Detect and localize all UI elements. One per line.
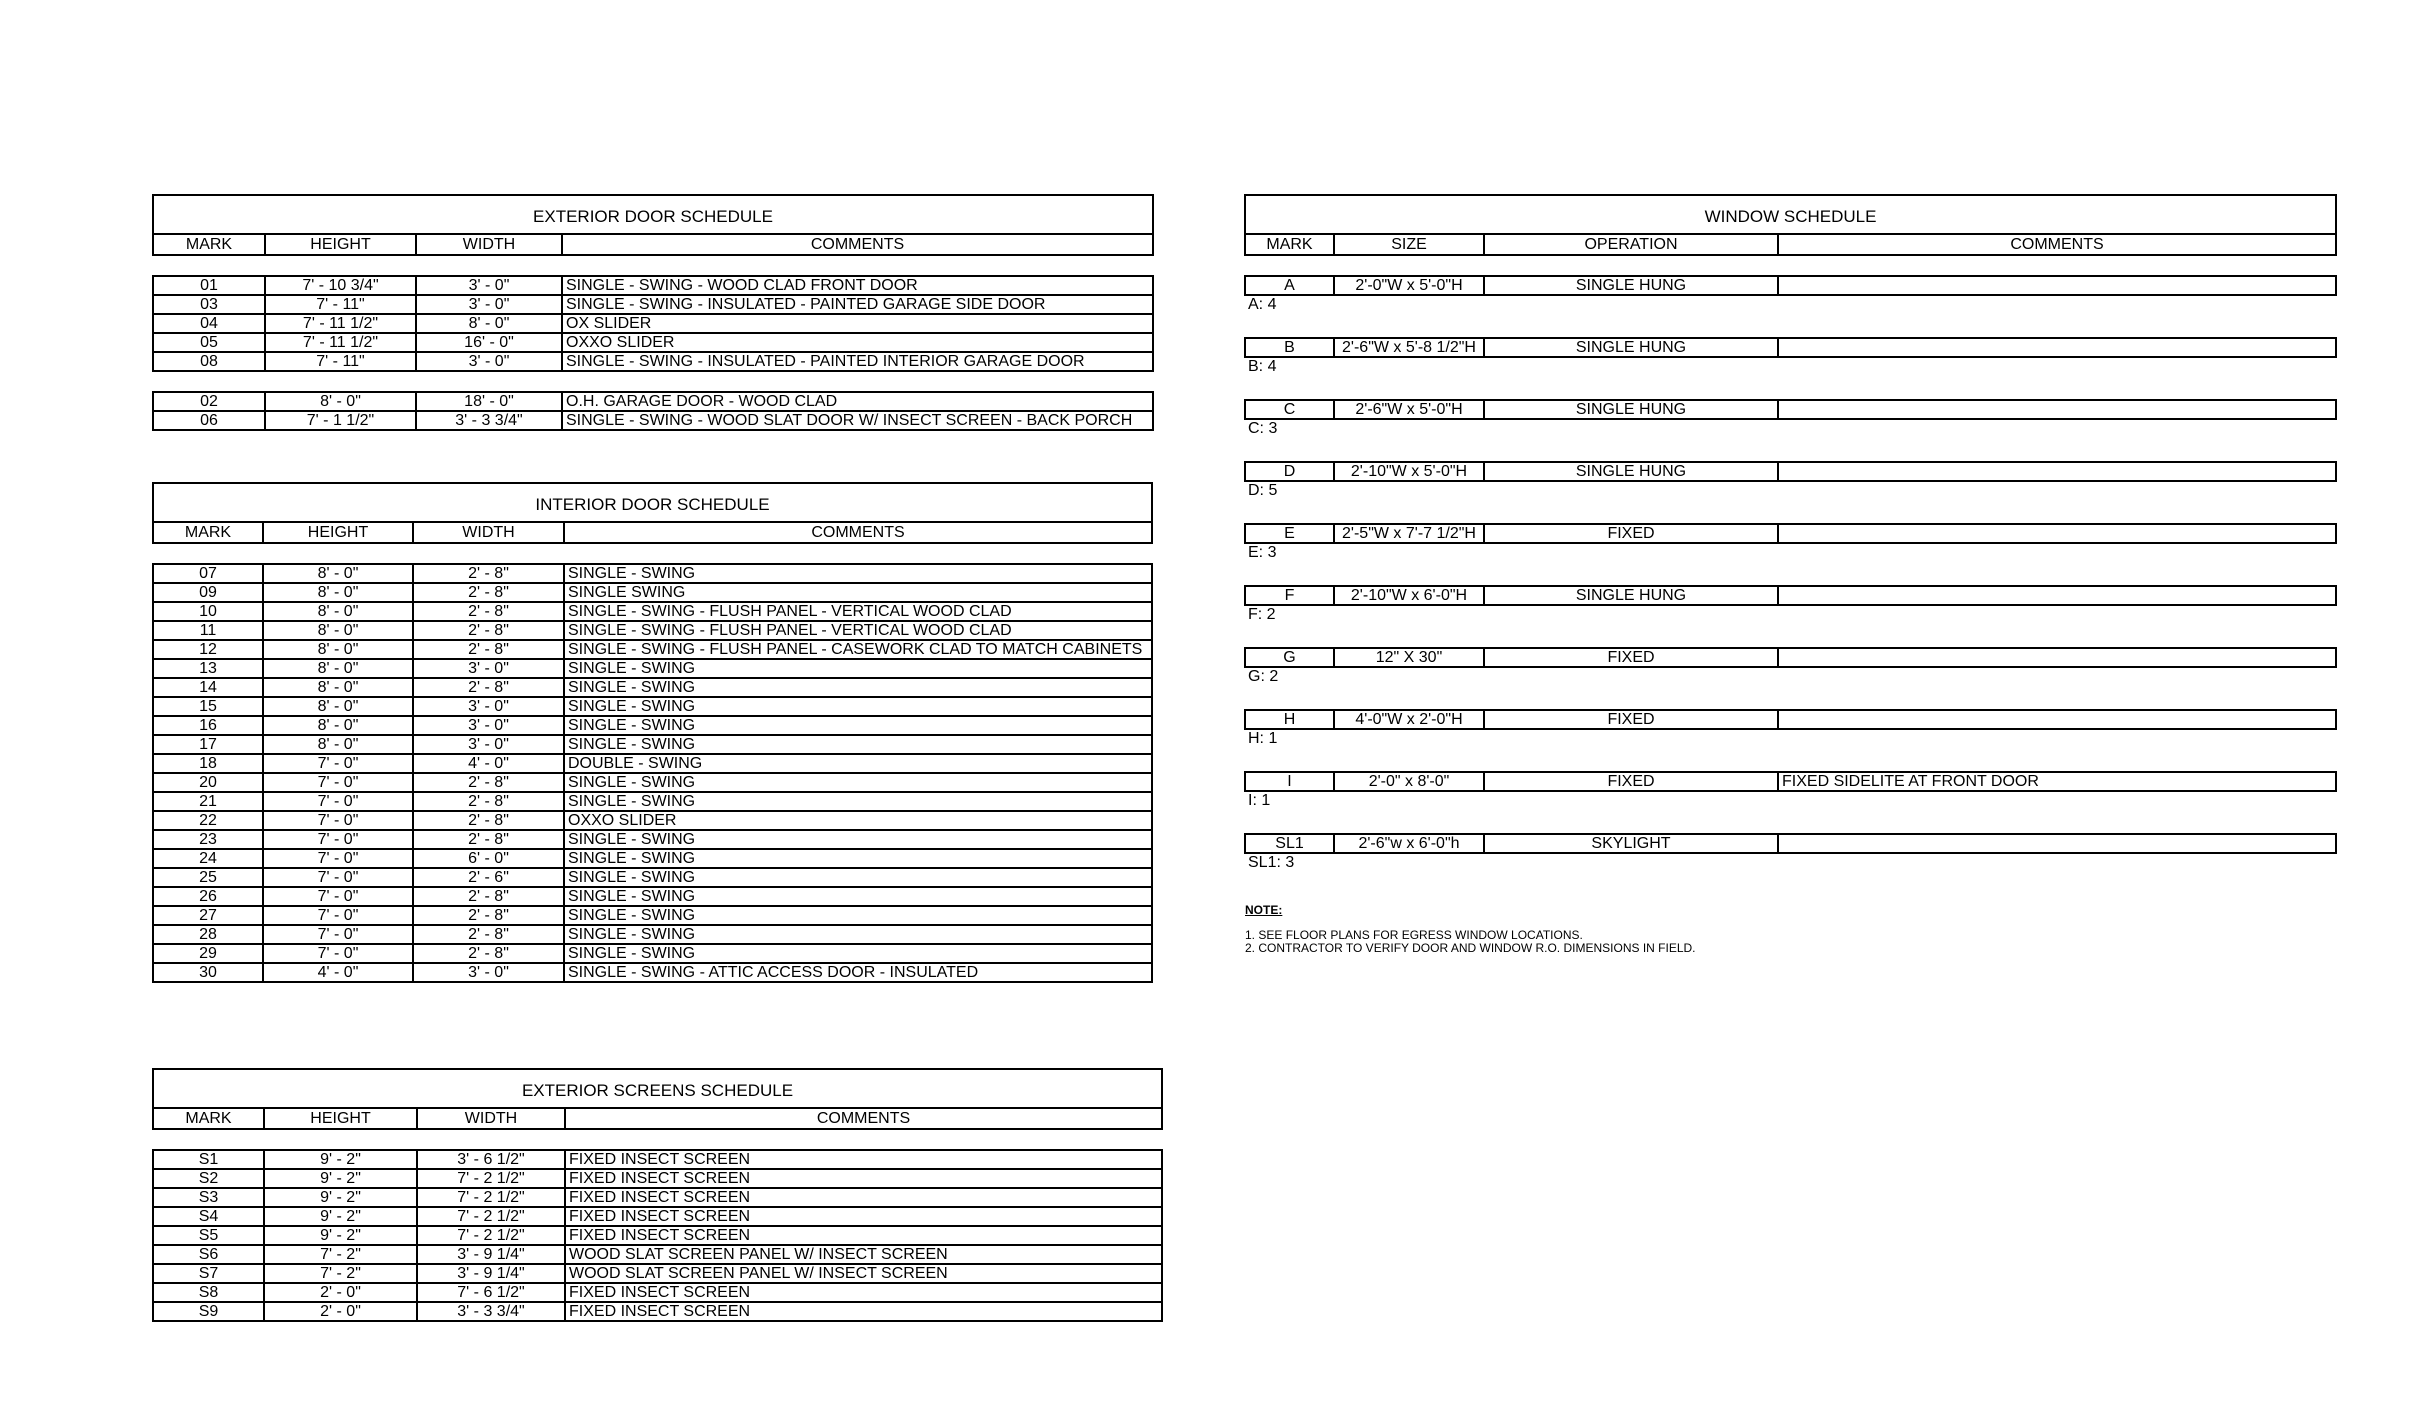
size-cell: 2'-0"W x 5'-0"H bbox=[1334, 276, 1484, 295]
window-row bbox=[1244, 771, 2337, 792]
width-cell: 7' - 6 1/2" bbox=[417, 1283, 565, 1302]
height-cell: 9' - 2" bbox=[264, 1188, 417, 1207]
mark-cell: S5 bbox=[153, 1226, 264, 1245]
height-cell: 7' - 2" bbox=[264, 1264, 417, 1283]
table-row bbox=[153, 678, 1152, 697]
mark-cell: S4 bbox=[153, 1207, 264, 1226]
exterior-screens-schedule bbox=[152, 1068, 1161, 1322]
column-header: WIDTH bbox=[416, 234, 562, 255]
comments-cell: SINGLE - SWING bbox=[564, 887, 1152, 906]
exterior-door-schedule bbox=[152, 194, 1152, 431]
table-row bbox=[153, 830, 1152, 849]
window-count: B: 4 bbox=[1248, 358, 1277, 375]
mark-cell: 07 bbox=[153, 564, 263, 583]
width-cell: 2' - 8" bbox=[413, 792, 564, 811]
comments-cell: SINGLE - SWING bbox=[564, 906, 1152, 925]
width-cell: 2' - 8" bbox=[413, 621, 564, 640]
width-cell: 7' - 2 1/2" bbox=[417, 1226, 565, 1245]
column-header: OPERATION bbox=[1484, 234, 1778, 255]
width-cell: 2' - 8" bbox=[413, 640, 564, 659]
width-cell: 2' - 8" bbox=[413, 944, 564, 963]
comments-cell: SINGLE - SWING - INSULATED - PAINTED INTERIOR GARAGE DOOR bbox=[562, 352, 1153, 371]
width-cell: 18' - 0" bbox=[416, 392, 562, 411]
schedule-title: EXTERIOR SCREENS SCHEDULE bbox=[153, 1069, 1162, 1108]
window-row bbox=[1244, 585, 2337, 606]
table-row bbox=[153, 754, 1152, 773]
window-count: SL1: 3 bbox=[1248, 854, 1295, 871]
comments-cell: SINGLE - SWING - FLUSH PANEL - VERTICAL WOOD CLAD bbox=[564, 602, 1152, 621]
mark-cell: 17 bbox=[153, 735, 263, 754]
height-cell: 7' - 10 3/4" bbox=[265, 276, 416, 295]
interior-door-schedule bbox=[152, 482, 1151, 983]
comments-cell: SINGLE - SWING bbox=[564, 735, 1152, 754]
comments-cell: SINGLE - SWING bbox=[564, 716, 1152, 735]
mark-cell: 04 bbox=[153, 314, 265, 333]
table-row bbox=[153, 792, 1152, 811]
mark-cell: 29 bbox=[153, 944, 263, 963]
width-cell: 3' - 0" bbox=[413, 716, 564, 735]
operation-cell: FIXED bbox=[1484, 772, 1778, 791]
window-row bbox=[1244, 461, 2337, 482]
mark-cell: 15 bbox=[153, 697, 263, 716]
table-row bbox=[153, 640, 1152, 659]
height-cell: 7' - 0" bbox=[263, 887, 413, 906]
operation-cell: SINGLE HUNG bbox=[1484, 400, 1778, 419]
height-cell: 8' - 0" bbox=[263, 678, 413, 697]
mark-cell: S9 bbox=[153, 1302, 264, 1321]
width-cell: 3' - 0" bbox=[416, 295, 562, 314]
table-row bbox=[153, 314, 1153, 333]
table-row bbox=[153, 811, 1152, 830]
mark-cell: 22 bbox=[153, 811, 263, 830]
comments-cell: SINGLE - SWING bbox=[564, 925, 1152, 944]
width-cell: 7' - 2 1/2" bbox=[417, 1188, 565, 1207]
comments-cell: FIXED INSECT SCREEN bbox=[565, 1283, 1162, 1302]
height-cell: 9' - 2" bbox=[264, 1226, 417, 1245]
comments-cell: OXXO SLIDER bbox=[562, 333, 1153, 352]
mark-cell: 24 bbox=[153, 849, 263, 868]
width-cell: 3' - 0" bbox=[413, 963, 564, 982]
height-cell: 8' - 0" bbox=[263, 640, 413, 659]
operation-cell: FIXED bbox=[1484, 648, 1778, 667]
mark-cell: 13 bbox=[153, 659, 263, 678]
width-cell: 8' - 0" bbox=[416, 314, 562, 333]
comments-cell bbox=[1778, 586, 2336, 605]
height-cell: 9' - 2" bbox=[264, 1150, 417, 1169]
height-cell: 4' - 0" bbox=[263, 963, 413, 982]
table-row bbox=[153, 1264, 1162, 1283]
mark-cell: S2 bbox=[153, 1169, 264, 1188]
table-row bbox=[153, 276, 1153, 295]
comments-cell: OXXO SLIDER bbox=[564, 811, 1152, 830]
comments-cell: FIXED INSECT SCREEN bbox=[565, 1226, 1162, 1245]
column-header: COMMENTS bbox=[564, 522, 1152, 543]
mark-cell: SL1 bbox=[1245, 834, 1334, 853]
mark-cell: 12 bbox=[153, 640, 263, 659]
comments-cell: WOOD SLAT SCREEN PANEL W/ INSECT SCREEN bbox=[565, 1264, 1162, 1283]
width-cell: 3' - 0" bbox=[413, 659, 564, 678]
column-header: HEIGHT bbox=[264, 1108, 417, 1129]
height-cell: 7' - 1 1/2" bbox=[265, 411, 416, 430]
mark-cell: I bbox=[1245, 772, 1334, 791]
comments-cell: SINGLE - SWING - ATTIC ACCESS DOOR - INSULATED bbox=[564, 963, 1152, 982]
table-row bbox=[153, 868, 1152, 887]
table-row bbox=[153, 716, 1152, 735]
size-cell: 2'-10"W x 6'-0"H bbox=[1334, 586, 1484, 605]
comments-cell: FIXED INSECT SCREEN bbox=[565, 1150, 1162, 1169]
width-cell: 2' - 8" bbox=[413, 583, 564, 602]
comments-cell: SINGLE - SWING bbox=[564, 773, 1152, 792]
table-row bbox=[153, 621, 1152, 640]
height-cell: 7' - 0" bbox=[263, 792, 413, 811]
column-header: WIDTH bbox=[413, 522, 564, 543]
comments-cell: SINGLE - SWING - FLUSH PANEL - CASEWORK CLAD TO MATCH CABINETS bbox=[564, 640, 1152, 659]
schedule-group bbox=[152, 275, 1154, 372]
mark-cell: G bbox=[1245, 648, 1334, 667]
table-row bbox=[1245, 276, 2336, 295]
table-row bbox=[1245, 710, 2336, 729]
note-item-1: 1. SEE FLOOR PLANS FOR EGRESS WINDOW LOCATIONS. bbox=[1245, 928, 1583, 942]
width-cell: 2' - 8" bbox=[413, 811, 564, 830]
operation-cell: FIXED bbox=[1484, 710, 1778, 729]
schedule-group bbox=[152, 1149, 1163, 1322]
schedule-title: INTERIOR DOOR SCHEDULE bbox=[153, 483, 1152, 522]
table-row bbox=[153, 1245, 1162, 1264]
table-row bbox=[153, 697, 1152, 716]
comments-cell: SINGLE - SWING bbox=[564, 792, 1152, 811]
comments-cell: O.H. GARAGE DOOR - WOOD CLAD bbox=[562, 392, 1153, 411]
table-row bbox=[153, 735, 1152, 754]
mark-cell: S6 bbox=[153, 1245, 264, 1264]
height-cell: 8' - 0" bbox=[263, 697, 413, 716]
width-cell: 7' - 2 1/2" bbox=[417, 1207, 565, 1226]
table-row bbox=[153, 773, 1152, 792]
column-header: HEIGHT bbox=[265, 234, 416, 255]
table-row bbox=[1245, 648, 2336, 667]
height-cell: 8' - 0" bbox=[263, 735, 413, 754]
height-cell: 7' - 11" bbox=[265, 295, 416, 314]
mark-cell: 21 bbox=[153, 792, 263, 811]
height-cell: 9' - 2" bbox=[264, 1169, 417, 1188]
width-cell: 2' - 8" bbox=[413, 887, 564, 906]
comments-cell bbox=[1778, 710, 2336, 729]
mark-cell: 01 bbox=[153, 276, 265, 295]
note-item-2: 2. CONTRACTOR TO VERIFY DOOR AND WINDOW R.O. DIMENSIONS IN FIELD. bbox=[1245, 941, 1696, 955]
window-row bbox=[1244, 337, 2337, 358]
comments-cell bbox=[1778, 338, 2336, 357]
comments-cell: SINGLE - SWING bbox=[564, 564, 1152, 583]
schedule-title: EXTERIOR DOOR SCHEDULE bbox=[153, 195, 1153, 234]
comments-cell: SINGLE - SWING bbox=[564, 659, 1152, 678]
column-header: WIDTH bbox=[417, 1108, 565, 1129]
height-cell: 8' - 0" bbox=[263, 621, 413, 640]
window-row bbox=[1244, 709, 2337, 730]
mark-cell: 28 bbox=[153, 925, 263, 944]
mark-cell: S8 bbox=[153, 1283, 264, 1302]
table-row bbox=[1245, 586, 2336, 605]
window-count: F: 2 bbox=[1248, 606, 1276, 623]
table-row bbox=[153, 1169, 1162, 1188]
table-row bbox=[153, 1207, 1162, 1226]
table-row bbox=[153, 1302, 1162, 1321]
operation-cell: SINGLE HUNG bbox=[1484, 338, 1778, 357]
schedule-group bbox=[152, 563, 1153, 983]
table-row bbox=[153, 352, 1153, 371]
width-cell: 3' - 0" bbox=[416, 352, 562, 371]
comments-cell: WOOD SLAT SCREEN PANEL W/ INSECT SCREEN bbox=[565, 1245, 1162, 1264]
mark-cell: S1 bbox=[153, 1150, 264, 1169]
height-cell: 7' - 0" bbox=[263, 773, 413, 792]
table-row bbox=[153, 849, 1152, 868]
comments-cell bbox=[1778, 462, 2336, 481]
operation-cell: SINGLE HUNG bbox=[1484, 586, 1778, 605]
schedule-group bbox=[152, 391, 1154, 431]
window-count: I: 1 bbox=[1248, 792, 1271, 809]
comments-cell: OX SLIDER bbox=[562, 314, 1153, 333]
table-row bbox=[1245, 834, 2336, 853]
width-cell: 2' - 8" bbox=[413, 678, 564, 697]
comments-cell: SINGLE - SWING bbox=[564, 678, 1152, 697]
mark-cell: 30 bbox=[153, 963, 263, 982]
table-row bbox=[153, 887, 1152, 906]
column-header: COMMENTS bbox=[565, 1108, 1162, 1129]
comments-cell bbox=[1778, 400, 2336, 419]
height-cell: 7' - 11" bbox=[265, 352, 416, 371]
table-row bbox=[153, 411, 1153, 430]
height-cell: 7' - 11 1/2" bbox=[265, 314, 416, 333]
mark-cell: 11 bbox=[153, 621, 263, 640]
height-cell: 7' - 0" bbox=[263, 811, 413, 830]
table-row bbox=[153, 392, 1153, 411]
size-cell: 2'-6"W x 5'-0"H bbox=[1334, 400, 1484, 419]
height-cell: 9' - 2" bbox=[264, 1207, 417, 1226]
width-cell: 3' - 9 1/4" bbox=[417, 1264, 565, 1283]
width-cell: 2' - 8" bbox=[413, 773, 564, 792]
width-cell: 3' - 3 3/4" bbox=[416, 411, 562, 430]
comments-cell: SINGLE - SWING - WOOD CLAD FRONT DOOR bbox=[562, 276, 1153, 295]
table-row bbox=[1245, 338, 2336, 357]
mark-cell: D bbox=[1245, 462, 1334, 481]
notes-title: NOTE: bbox=[1245, 903, 1283, 917]
size-cell: 2'-6"w x 6'-0"h bbox=[1334, 834, 1484, 853]
height-cell: 2' - 0" bbox=[264, 1302, 417, 1321]
column-header: MARK bbox=[153, 1108, 264, 1129]
width-cell: 2' - 8" bbox=[413, 602, 564, 621]
notes bbox=[1245, 904, 1696, 955]
width-cell: 4' - 0" bbox=[413, 754, 564, 773]
table-row bbox=[153, 925, 1152, 944]
comments-cell: FIXED SIDELITE AT FRONT DOOR bbox=[1778, 772, 2336, 791]
mark-cell: 08 bbox=[153, 352, 265, 371]
height-cell: 7' - 0" bbox=[263, 868, 413, 887]
table-row bbox=[153, 333, 1153, 352]
window-count: H: 1 bbox=[1248, 730, 1278, 747]
height-cell: 8' - 0" bbox=[263, 716, 413, 735]
width-cell: 16' - 0" bbox=[416, 333, 562, 352]
table-row bbox=[153, 659, 1152, 678]
comments-cell: DOUBLE - SWING bbox=[564, 754, 1152, 773]
mark-cell: B bbox=[1245, 338, 1334, 357]
width-cell: 3' - 3 3/4" bbox=[417, 1302, 565, 1321]
height-cell: 7' - 0" bbox=[263, 944, 413, 963]
width-cell: 6' - 0" bbox=[413, 849, 564, 868]
mark-cell: 20 bbox=[153, 773, 263, 792]
width-cell: 7' - 2 1/2" bbox=[417, 1169, 565, 1188]
table-row bbox=[153, 564, 1152, 583]
comments-cell: SINGLE - SWING bbox=[564, 830, 1152, 849]
table-row bbox=[153, 1150, 1162, 1169]
column-header: MARK bbox=[153, 234, 265, 255]
column-header: SIZE bbox=[1334, 234, 1484, 255]
mark-cell: 27 bbox=[153, 906, 263, 925]
mark-cell: 02 bbox=[153, 392, 265, 411]
mark-cell: S3 bbox=[153, 1188, 264, 1207]
height-cell: 7' - 11 1/2" bbox=[265, 333, 416, 352]
comments-cell: SINGLE SWING bbox=[564, 583, 1152, 602]
table-row bbox=[1245, 524, 2336, 543]
mark-cell: 03 bbox=[153, 295, 265, 314]
window-count: D: 5 bbox=[1248, 482, 1278, 499]
window-row bbox=[1244, 833, 2337, 854]
window-row bbox=[1244, 399, 2337, 420]
width-cell: 2' - 8" bbox=[413, 830, 564, 849]
table-row bbox=[153, 602, 1152, 621]
width-cell: 3' - 0" bbox=[413, 735, 564, 754]
window-schedule bbox=[1244, 194, 2335, 876]
comments-cell bbox=[1778, 648, 2336, 667]
table-row bbox=[1245, 400, 2336, 419]
mark-cell: 06 bbox=[153, 411, 265, 430]
mark-cell: 16 bbox=[153, 716, 263, 735]
table-row bbox=[153, 1283, 1162, 1302]
height-cell: 8' - 0" bbox=[263, 602, 413, 621]
comments-cell: FIXED INSECT SCREEN bbox=[565, 1188, 1162, 1207]
comments-cell: SINGLE - SWING - INSULATED - PAINTED GARAGE SIDE DOOR bbox=[562, 295, 1153, 314]
column-header: HEIGHT bbox=[263, 522, 413, 543]
table-row bbox=[1245, 462, 2336, 481]
height-cell: 8' - 0" bbox=[265, 392, 416, 411]
comments-cell: SINGLE - SWING - WOOD SLAT DOOR W/ INSECT SCREEN - BACK PORCH bbox=[562, 411, 1153, 430]
height-cell: 8' - 0" bbox=[263, 583, 413, 602]
height-cell: 7' - 0" bbox=[263, 830, 413, 849]
width-cell: 3' - 0" bbox=[416, 276, 562, 295]
window-count: G: 2 bbox=[1248, 668, 1279, 685]
operation-cell: FIXED bbox=[1484, 524, 1778, 543]
operation-cell: SINGLE HUNG bbox=[1484, 462, 1778, 481]
comments-cell: SINGLE - SWING bbox=[564, 849, 1152, 868]
comments-cell: FIXED INSECT SCREEN bbox=[565, 1169, 1162, 1188]
mark-cell: 09 bbox=[153, 583, 263, 602]
height-cell: 7' - 0" bbox=[263, 906, 413, 925]
mark-cell: C bbox=[1245, 400, 1334, 419]
mark-cell: E bbox=[1245, 524, 1334, 543]
table-row bbox=[153, 1226, 1162, 1245]
table-row bbox=[153, 583, 1152, 602]
height-cell: 7' - 0" bbox=[263, 925, 413, 944]
window-row bbox=[1244, 647, 2337, 668]
mark-cell: A bbox=[1245, 276, 1334, 295]
table-row bbox=[153, 1188, 1162, 1207]
width-cell: 3' - 0" bbox=[413, 697, 564, 716]
column-header: COMMENTS bbox=[1778, 234, 2336, 255]
window-count: E: 3 bbox=[1248, 544, 1277, 561]
column-header: MARK bbox=[153, 522, 263, 543]
column-header: MARK bbox=[1245, 234, 1334, 255]
table-row bbox=[1245, 772, 2336, 791]
width-cell: 3' - 9 1/4" bbox=[417, 1245, 565, 1264]
comments-cell: SINGLE - SWING bbox=[564, 868, 1152, 887]
width-cell: 2' - 8" bbox=[413, 925, 564, 944]
height-cell: 7' - 0" bbox=[263, 849, 413, 868]
size-cell: 2'-0" x 8'-0" bbox=[1334, 772, 1484, 791]
operation-cell: SKYLIGHT bbox=[1484, 834, 1778, 853]
height-cell: 8' - 0" bbox=[263, 564, 413, 583]
mark-cell: 14 bbox=[153, 678, 263, 697]
size-cell: 2'-5"W x 7'-7 1/2"H bbox=[1334, 524, 1484, 543]
mark-cell: 18 bbox=[153, 754, 263, 773]
schedule-title: WINDOW SCHEDULE bbox=[1245, 195, 2336, 234]
width-cell: 2' - 6" bbox=[413, 868, 564, 887]
table-row bbox=[153, 906, 1152, 925]
comments-cell bbox=[1778, 524, 2336, 543]
table-row bbox=[153, 944, 1152, 963]
window-row bbox=[1244, 275, 2337, 296]
size-cell: 2'-10"W x 5'-0"H bbox=[1334, 462, 1484, 481]
mark-cell: 23 bbox=[153, 830, 263, 849]
mark-cell: H bbox=[1245, 710, 1334, 729]
size-cell: 12" X 30" bbox=[1334, 648, 1484, 667]
operation-cell: SINGLE HUNG bbox=[1484, 276, 1778, 295]
window-count: A: 4 bbox=[1248, 296, 1277, 313]
mark-cell: 26 bbox=[153, 887, 263, 906]
comments-cell: SINGLE - SWING bbox=[564, 944, 1152, 963]
mark-cell: 25 bbox=[153, 868, 263, 887]
width-cell: 3' - 6 1/2" bbox=[417, 1150, 565, 1169]
comments-cell: SINGLE - SWING - FLUSH PANEL - VERTICAL WOOD CLAD bbox=[564, 621, 1152, 640]
mark-cell: 10 bbox=[153, 602, 263, 621]
height-cell: 7' - 0" bbox=[263, 754, 413, 773]
comments-cell bbox=[1778, 834, 2336, 853]
window-count: C: 3 bbox=[1248, 420, 1278, 437]
size-cell: 4'-0"W x 2'-0"H bbox=[1334, 710, 1484, 729]
mark-cell: S7 bbox=[153, 1264, 264, 1283]
table-row bbox=[153, 295, 1153, 314]
comments-cell: FIXED INSECT SCREEN bbox=[565, 1302, 1162, 1321]
height-cell: 8' - 0" bbox=[263, 659, 413, 678]
comments-cell: FIXED INSECT SCREEN bbox=[565, 1207, 1162, 1226]
column-header: COMMENTS bbox=[562, 234, 1153, 255]
table-row bbox=[153, 963, 1152, 982]
height-cell: 7' - 2" bbox=[264, 1245, 417, 1264]
width-cell: 2' - 8" bbox=[413, 906, 564, 925]
mark-cell: 05 bbox=[153, 333, 265, 352]
width-cell: 2' - 8" bbox=[413, 564, 564, 583]
comments-cell bbox=[1778, 276, 2336, 295]
mark-cell: F bbox=[1245, 586, 1334, 605]
window-row bbox=[1244, 523, 2337, 544]
height-cell: 2' - 0" bbox=[264, 1283, 417, 1302]
size-cell: 2'-6"W x 5'-8 1/2"H bbox=[1334, 338, 1484, 357]
comments-cell: SINGLE - SWING bbox=[564, 697, 1152, 716]
